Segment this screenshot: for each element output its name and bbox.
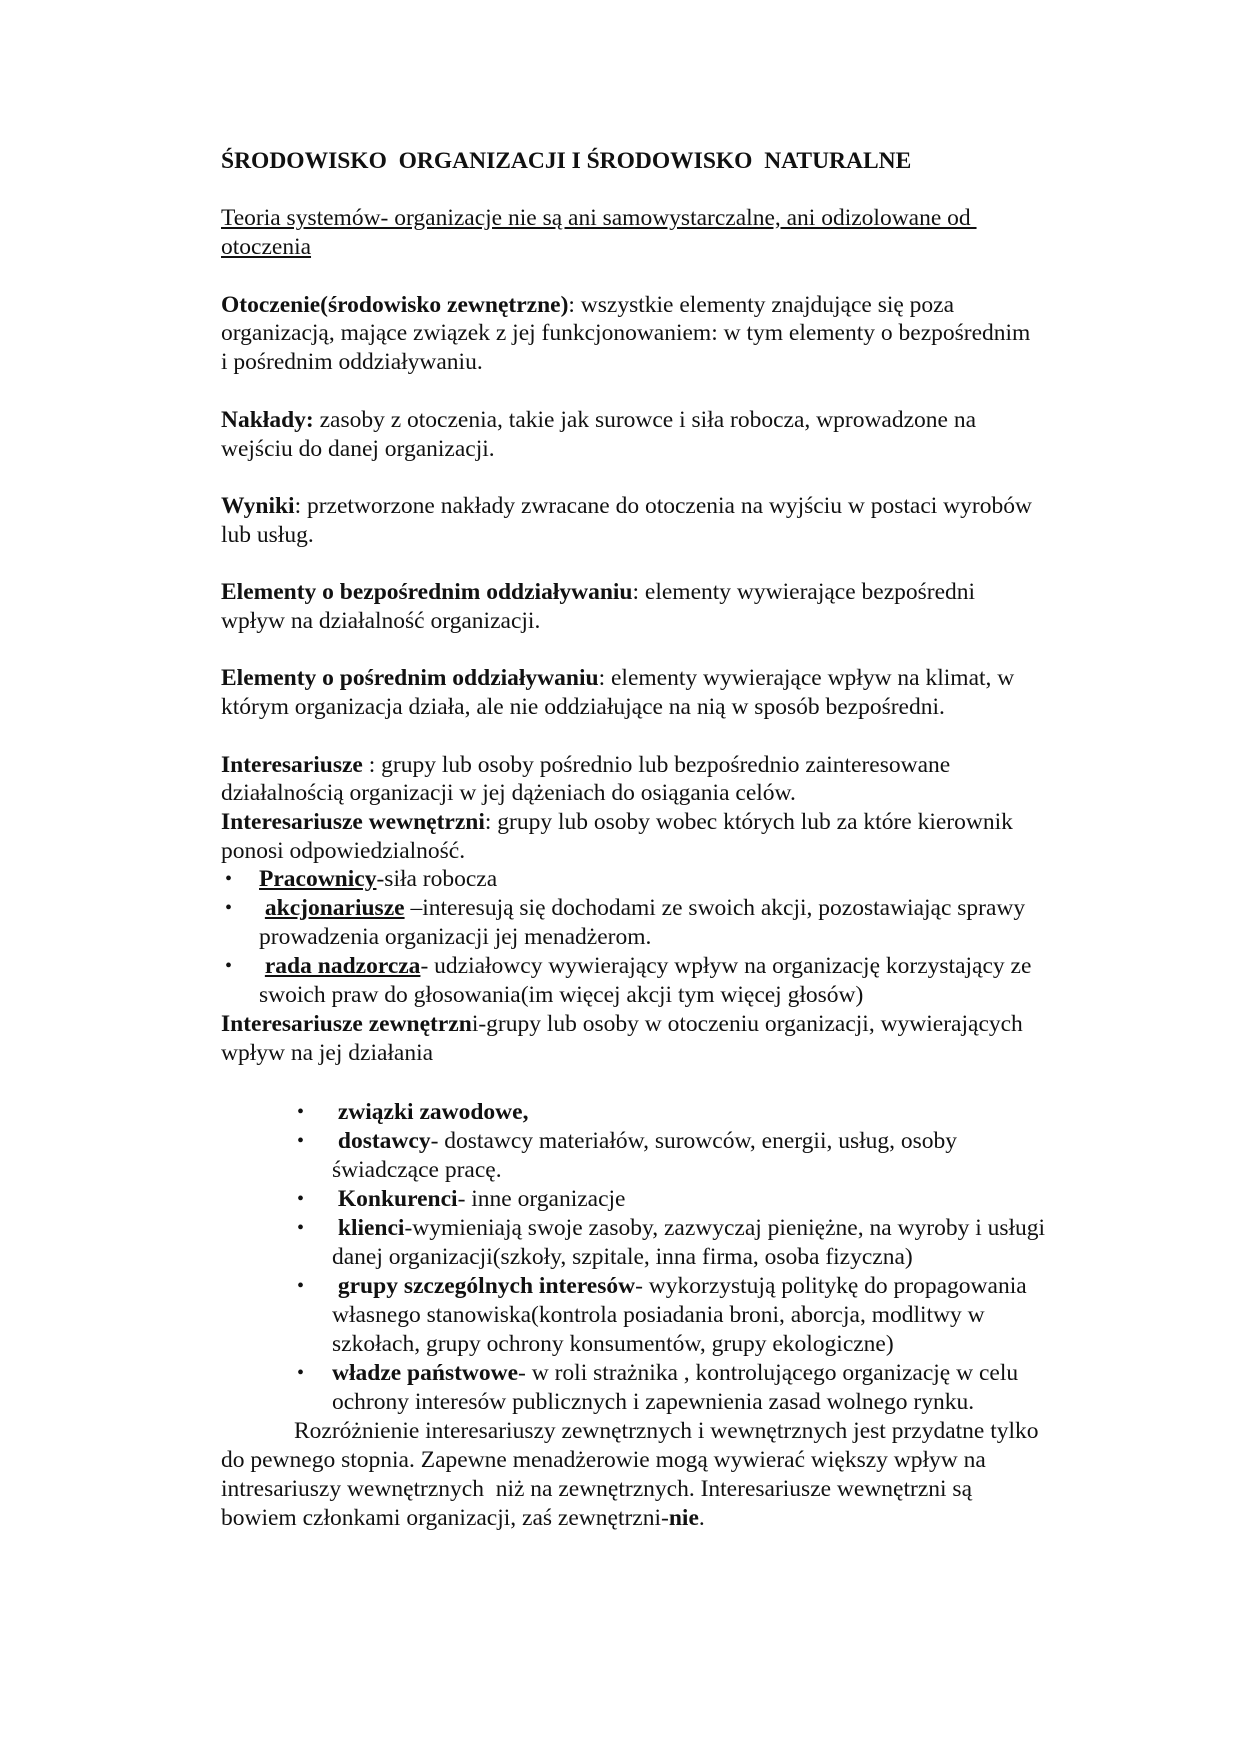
text-segment: zasoby z otoczenia, takie jak surowce i siła robocza, wprowadzone na bbox=[313, 407, 977, 433]
list-item bbox=[332, 1098, 528, 1127]
bold-term: rada nadzorcza bbox=[264, 953, 421, 979]
text-segment: organizacją, mające związek z jej funkcjonowaniem: w tym elementy o bezpośrednim bbox=[221, 320, 1031, 346]
text-line bbox=[221, 1446, 986, 1475]
text-segment: Rozróżnienie interesariuszy zewnętrznych i wewnętrznych jest przydatne tylko bbox=[294, 1418, 1039, 1444]
text-line bbox=[221, 492, 1032, 521]
text-line bbox=[332, 1301, 985, 1330]
bold-term: związki zawodowe, bbox=[332, 1099, 529, 1125]
list-item bbox=[332, 1359, 1018, 1388]
text-segment: działalnością organizacji w jej dążeniach do osiągania celów. bbox=[221, 780, 796, 806]
text-line bbox=[221, 435, 495, 464]
text-segment: wejściu do danej organizacji. bbox=[221, 436, 495, 462]
bullet-icon: • bbox=[225, 868, 233, 890]
bold-term: Elementy o bezpośrednim oddziaływaniu bbox=[221, 579, 633, 605]
text-segment: szkołach, grupy ochrony konsumentów, grupy ekologiczne) bbox=[332, 1331, 894, 1357]
text-line bbox=[221, 406, 976, 435]
text-segment: prowadzenia organizacji jej menadżerom. bbox=[259, 924, 652, 950]
text-segment: -siła robocza bbox=[376, 866, 498, 892]
bullet-icon: • bbox=[297, 1101, 305, 1123]
text-segment: wpływ na działalność organizacji. bbox=[221, 608, 541, 634]
text-segment: własnego stanowiska(kontrola posiadania broni, aborcja, modlitwy w bbox=[332, 1302, 985, 1328]
text-line bbox=[221, 693, 945, 722]
text-line bbox=[221, 664, 1014, 693]
bold-term: akcjonariusze bbox=[264, 895, 405, 921]
text-line bbox=[221, 291, 954, 320]
bold-term: ŚRODOWISKO ORGANIZACJI I ŚRODOWISKO NATURALNE bbox=[221, 148, 912, 174]
bullet-icon: • bbox=[297, 1130, 305, 1152]
bullet-icon: • bbox=[297, 1362, 305, 1384]
text-segment: : grupy lub osoby wobec których lub za które kierownik bbox=[484, 809, 1013, 835]
text-segment: : grupy lub osoby pośrednio lub bezpośrednio zainteresowane bbox=[362, 752, 951, 778]
text-segment: - dostawcy materiałów, surowców, energii, usług, osoby bbox=[430, 1128, 958, 1154]
text-line bbox=[221, 578, 975, 607]
text-line bbox=[259, 923, 651, 952]
text-segment: wpływ na jej działania bbox=[221, 1040, 434, 1066]
text-line bbox=[294, 1417, 1039, 1446]
text-segment: : przetworzone nakłady zwracane do otoczenia na wyjściu w postaci wyrobów bbox=[294, 493, 1032, 519]
underlined-text: Teoria systemów- organizacje nie są ani samowystarczalne, ani odizolowane od bbox=[221, 205, 977, 231]
underlined-text: otoczenia bbox=[221, 234, 312, 260]
text-line bbox=[221, 348, 483, 377]
text-line bbox=[221, 1039, 433, 1068]
text-segment: bowiem członkami organizacji, zaś zewnętrzni- bbox=[221, 1505, 669, 1531]
text-line bbox=[221, 751, 950, 780]
text-line bbox=[221, 204, 977, 233]
bold-term: władze państwowe bbox=[332, 1360, 519, 1386]
text-line bbox=[221, 521, 314, 550]
bold-term: Otoczenie(środowisko zewnętrzne) bbox=[221, 292, 569, 318]
text-line bbox=[221, 1010, 1023, 1039]
text-segment: - w roli strażnika , kontrolującego organizację w celu bbox=[518, 1360, 1019, 1386]
list-item bbox=[259, 894, 1025, 923]
text-line bbox=[332, 1156, 502, 1185]
text-line bbox=[221, 1504, 705, 1533]
text-line bbox=[221, 319, 1030, 348]
text-segment: którym organizacja działa, ale nie oddziałujące na nią w sposób bezpośredni. bbox=[221, 694, 945, 720]
text-segment: ochrony interesów publicznych i zapewnienia zasad wolnego rynku. bbox=[332, 1389, 975, 1415]
text-segment: i-grupy lub osoby w otoczeniu organizacji, wywierających bbox=[471, 1011, 1023, 1037]
text-line bbox=[221, 837, 465, 866]
text-line bbox=[332, 1388, 974, 1417]
text-segment: ponosi odpowiedzialność. bbox=[221, 838, 466, 864]
text-segment: . bbox=[698, 1505, 705, 1531]
text-line bbox=[259, 981, 863, 1010]
bullet-icon: • bbox=[297, 1217, 305, 1239]
bold-term: klienci bbox=[332, 1215, 405, 1241]
text-line bbox=[221, 779, 796, 808]
text-segment: -wymieniają swoje zasoby, zazwyczaj pieniężne, na wyroby i usługi bbox=[404, 1215, 1046, 1241]
list-item bbox=[259, 952, 1031, 981]
text-segment: –interesują się dochodami ze swoich akcji, pozostawiając sprawy bbox=[404, 895, 1026, 921]
list-item bbox=[332, 1185, 625, 1214]
text-line bbox=[332, 1243, 913, 1272]
text-segment: : wszystkie elementy znajdujące się poza bbox=[568, 292, 955, 318]
text-segment: - inne organizacje bbox=[457, 1186, 626, 1212]
bold-term: grupy szczególnych interesów bbox=[332, 1273, 636, 1299]
text-segment: lub usług. bbox=[221, 522, 314, 548]
text-segment: danej organizacji(szkoły, szpitale, inna firma, osoba fizyczna) bbox=[332, 1244, 913, 1270]
bold-term: nie bbox=[668, 1505, 699, 1531]
text-segment: - udziałowcy wywierający wpływ na organizację korzystający ze bbox=[420, 953, 1032, 979]
bold-term: Wyniki bbox=[221, 493, 295, 519]
text-segment: : elementy wywierające bezpośredni bbox=[632, 579, 976, 605]
text-segment: do pewnego stopnia. Zapewne menadżerowie mogą wywierać większy wpływ na bbox=[221, 1447, 986, 1473]
bullet-icon: • bbox=[297, 1188, 305, 1210]
bullet-icon: • bbox=[297, 1275, 305, 1297]
bold-term: Pracownicy bbox=[259, 866, 377, 892]
text-line bbox=[221, 607, 540, 636]
text-segment: i pośrednim oddziaływaniu. bbox=[221, 349, 483, 375]
bold-term: Interesariusze wewnętrzni bbox=[221, 809, 485, 835]
text-line bbox=[332, 1330, 894, 1359]
bold-term: Nakłady: bbox=[221, 407, 314, 433]
text-line bbox=[221, 808, 1013, 837]
text-line bbox=[221, 233, 311, 262]
list-item bbox=[259, 865, 497, 894]
bullet-icon: • bbox=[225, 955, 233, 977]
text-segment: intresariuszy wewnętrznych niż na zewnętrznych. Interesariusze wewnętrzni są bbox=[221, 1476, 973, 1502]
list-item bbox=[332, 1214, 1045, 1243]
list-item bbox=[332, 1127, 957, 1156]
bold-term: dostawcy bbox=[332, 1128, 431, 1154]
bullet-icon: • bbox=[225, 897, 233, 919]
text-line bbox=[221, 1475, 972, 1504]
bold-term: Interesariusze zewnętrzn bbox=[221, 1011, 472, 1037]
bold-term: Konkurenci bbox=[332, 1186, 458, 1212]
document-title bbox=[221, 147, 911, 176]
text-segment: swoich praw do głosowania(im więcej akcji tym więcej głosów) bbox=[259, 982, 864, 1008]
text-segment: : elementy wywierające wpływ na klimat, w bbox=[598, 665, 1015, 691]
text-segment: - wykorzystują politykę do propagowania bbox=[635, 1273, 1027, 1299]
text-segment: świadczące pracę. bbox=[332, 1157, 502, 1183]
bold-term: Interesariusze bbox=[221, 752, 363, 778]
bold-term: Elementy o pośrednim oddziaływaniu bbox=[221, 665, 599, 691]
list-item bbox=[332, 1272, 1027, 1301]
